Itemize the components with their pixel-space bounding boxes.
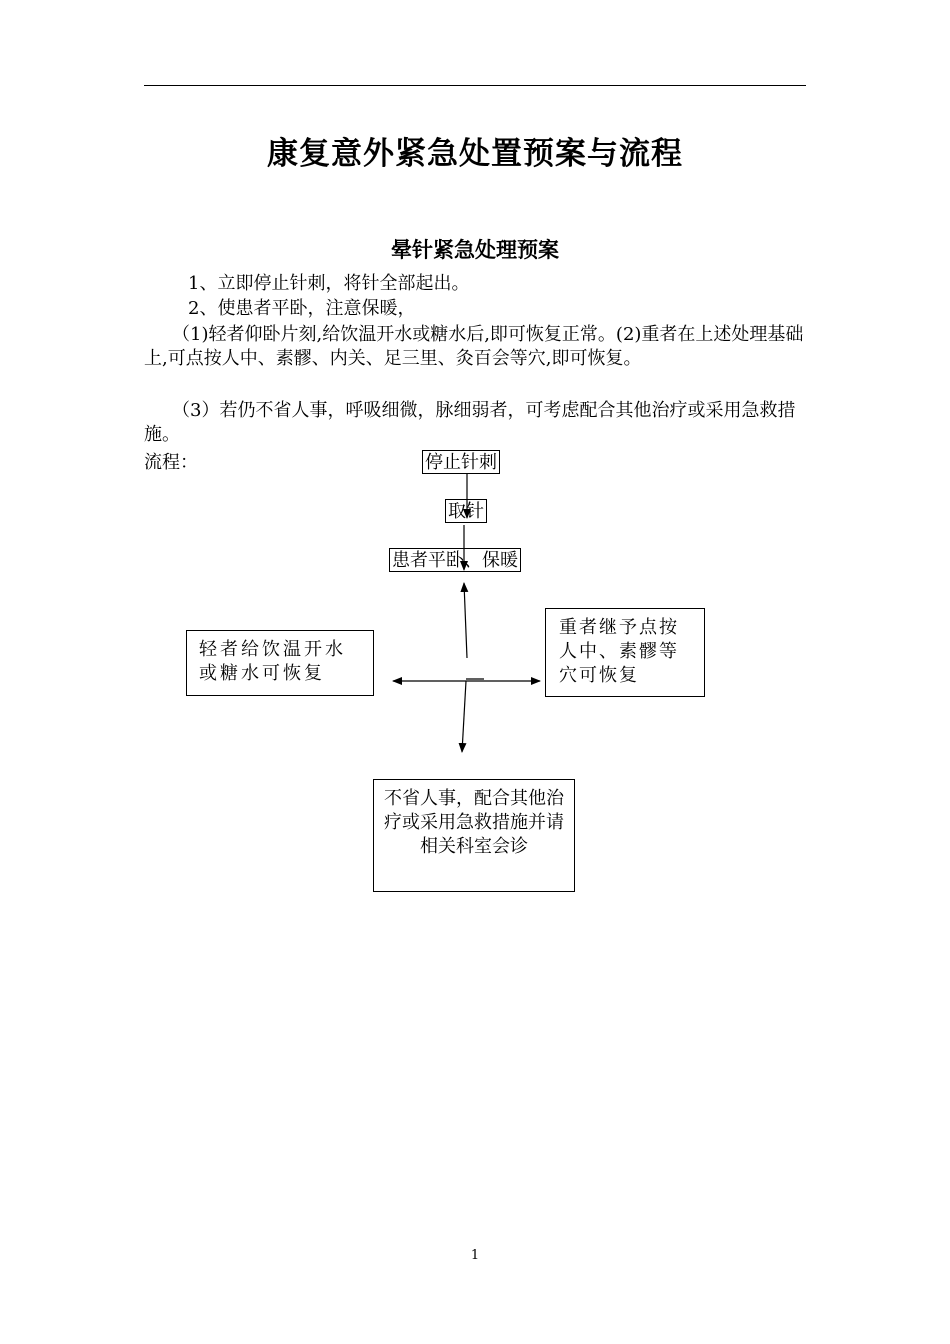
step-1: 1、立即停止针刺，将针全部起出。 xyxy=(188,273,470,294)
flow-box-unconscious-case: 不省人事，配合其他治疗或采用急救措施并请相关科室会诊 xyxy=(373,779,575,892)
flow-box-remove-needle: 取针 xyxy=(445,499,487,523)
document-title: 康复意外紧急处置预案与流程 xyxy=(267,136,683,172)
arrow-up xyxy=(464,583,467,658)
flow-box-stop-needling: 停止针刺 xyxy=(422,450,500,474)
flow-box-severe-case: 重者继予点按人中、素髎等穴可恢复 xyxy=(545,608,705,697)
step-2-detail: （1)轻者仰卧片刻,给饮温开水或糖水后,即可恢复正常。(2)重者在上述处理基础上,可点按人中、素髎、内关、足三里、灸百会等穴,即可恢复。 xyxy=(144,324,804,369)
flow-box-mild-case: 轻者给饮温开水或糖水可恢复 xyxy=(186,630,374,696)
step-2: 2、使患者平卧，注意保暖， xyxy=(188,298,416,319)
page-number: 1 xyxy=(470,1248,480,1263)
section-title: 晕针紧急处理预案 xyxy=(391,238,559,262)
flow-box-lie-flat-warm: 患者平卧、保暖 xyxy=(389,548,521,572)
arrow-down xyxy=(462,681,466,752)
flow-label: 流程： xyxy=(144,452,198,473)
step-3: （3）若仍不省人事，呼吸细微，脉细弱者，可考虑配合其他治疗或采用急救措施。 xyxy=(144,400,796,445)
